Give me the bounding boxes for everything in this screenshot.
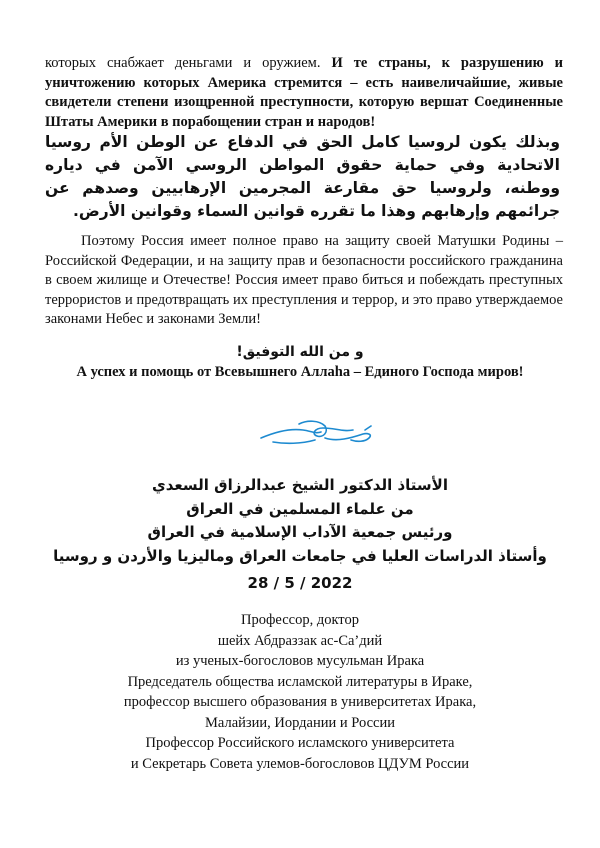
signature-ru-line: шейх Абдраззак ас-Са’дий [217, 632, 383, 649]
signature-ru-line: Малайзии, Иордании и России [205, 714, 395, 731]
signature-stroke-3 [325, 434, 370, 442]
signature-ar-line: الأستاذ الدكتور الشيخ عبدالرزاق السعدي [152, 476, 448, 494]
signature-ar-line: وأستاذ الدراسات العليا في جامعات العراق وماليزيا والأردن و روسيا [53, 546, 547, 565]
signature-stroke-4 [273, 440, 315, 443]
signature-ar-line: ورئيس جمعية الآداب الإسلامية في العراق [147, 523, 453, 541]
arabic-paragraph: وبذلك يكون لروسيا كامل الحق في الدفاع عن الوطن الأم روسيا الاتحادية وفي حماية حقوق المواطن الروسي الآمن في دياره ووطنه، ولروسيا حق مقارعة المجرمين الإرهابيين وصدهم عن جرائمهم وإرهابهم وهذا ما تقرره قوانين السماء وقوانين الأرض. [45, 133, 560, 220]
handwritten-signature [255, 408, 385, 458]
russian-top-paragraph [45, 54, 563, 132]
signature-block-russian [0, 610, 600, 774]
signature-date: 2022 / 5 / 28 [247, 574, 353, 592]
signature-ru-line: Профессор Российского исламского университета [145, 735, 455, 751]
closing-russian: А успех и помощь от Всевышнего Аллаhа – Единого Господа миров! [76, 364, 524, 380]
russian-paragraph-text: Поэтому Россия имеет полное право на защиту своей Матушки Родины – Российской Федерации, и на защиту прав и безопасности российского гражданина в своем жилище и Отечестве! Россия имеет право биться и побеждать преступных террористов и предотвращать их преступления и террор, и это право утверждаемое законами Небес и законами Земли! [45, 233, 563, 327]
signature-ar-line: من علماء المسلمين في العراق [186, 499, 414, 518]
signature-ru-line: и Секретарь Совета улемов-богословов ЦДУМ России [130, 755, 470, 772]
signature-stroke-2 [299, 421, 353, 436]
signature-ru-line: профессор высшего образования в университетах Ирака, [123, 694, 477, 710]
signature-stroke-1 [261, 429, 321, 438]
russian-top-normal: которых снабжает деньгами и оружием. [45, 55, 332, 71]
signature-ru-line: Профессор, доктор [241, 612, 359, 628]
signature-ru-line: Председатель общества исламской литературы в Ираке, [127, 673, 473, 690]
signature-ru-line: из ученых-богословов мусульман Ирака [175, 653, 425, 669]
signature-stroke-5 [365, 426, 371, 430]
closing-arabic: و من الله التوفيق! [236, 344, 364, 360]
signature-block-arabic [0, 474, 600, 596]
russian-paragraph [45, 232, 563, 330]
russian-top-bold: И те страны, к разрушению и уничтожению которых Америка стремится – есть наивеличайшие, живые свидетели степени изощренной преступности, которую вершат Соединенные Штаты Америки в порабощении стран и народов! [45, 55, 563, 130]
